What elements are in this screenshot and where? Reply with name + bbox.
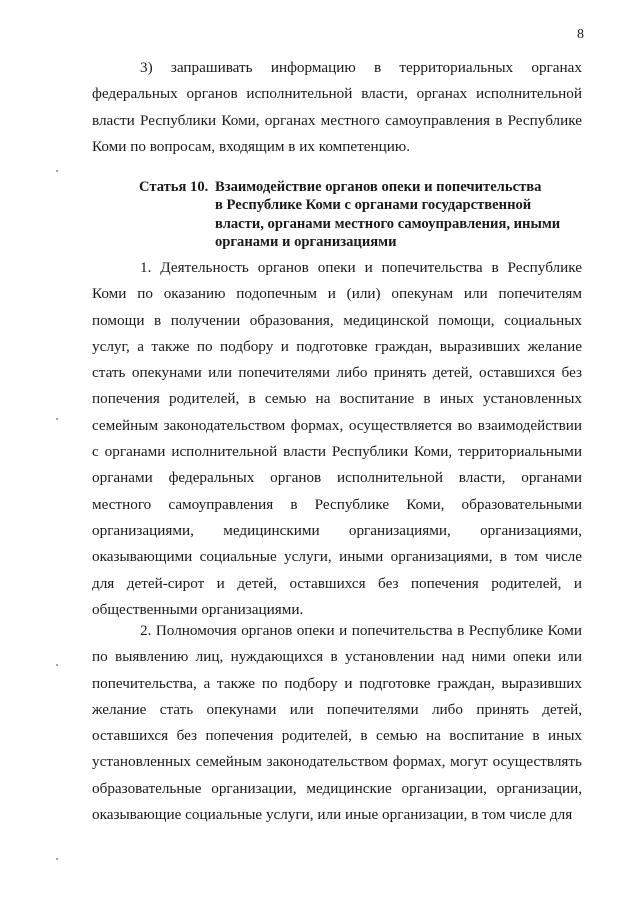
article-heading-first-line (139, 178, 579, 196)
scan-speck (56, 664, 58, 666)
article-title-line-2: в Республике Коми с органами государственной (215, 197, 532, 214)
paragraph-item-3: 3) запрашивать информацию в территориальных органах федеральных органов исполнительной власти, органах исполнительной власти Республики Коми, органах местного самоуправления в Республике Коми по вопросам, входящим в их компетенцию. (92, 59, 582, 155)
article-title-line-3: власти, органами местного самоуправления, иными (215, 215, 561, 232)
paragraph-2: 2. Полномочия органов опеки и попечительства в Республике Коми по выявлению лиц, нуждающихся в установлении над ними опеки или попечительства, а также по подбору и подготовке граждан, выразивших желание стать опекунами или попечителями либо принять детей, оставшихся без попечения родителей, в семью на воспитание в иных установленных семейным законодательством формах, могут осуществлять образовательные организации, медицинские организации, организации, оказывающие социальные услуги, или иные организации, в том числе для (92, 622, 582, 824)
scan-speck (56, 418, 58, 420)
article-title-line-4: органами и организациями (215, 233, 397, 250)
article-title-line-1: Взаимодействие органов опеки и попечительства (215, 179, 542, 195)
page-number: 8 (577, 27, 584, 42)
paragraph-1: 1. Деятельность органов опеки и попечительства в Республике Коми по оказанию подопечным и (или) опекунам или попечителям помощи в получении образования, медицинской помощи, социальных услуг, а также по подбору и подготовке граждан, выразивших желание стать опекунами или попечителями либо принять детей, оставшихся без попечения родителей, в семью на воспитание в иных установленных семейным законодательством формах, осуществляется во взаимодействии с органами исполнительной власти Республики Коми, территориальными органами федеральных органов исполнительной власти, органами местного самоуправления в Республике Коми, образовательными организациями, медицинскими организациями, организациями, оказывающими социальные услуги, иными организациями, в том числе для детей-сирот и детей, оставшихся без попечения родителей, и общественными организациями. (92, 259, 582, 618)
article-number: Статья 10. (139, 179, 209, 195)
scan-speck (56, 858, 58, 860)
article-heading (139, 178, 579, 251)
scan-speck (56, 170, 58, 172)
